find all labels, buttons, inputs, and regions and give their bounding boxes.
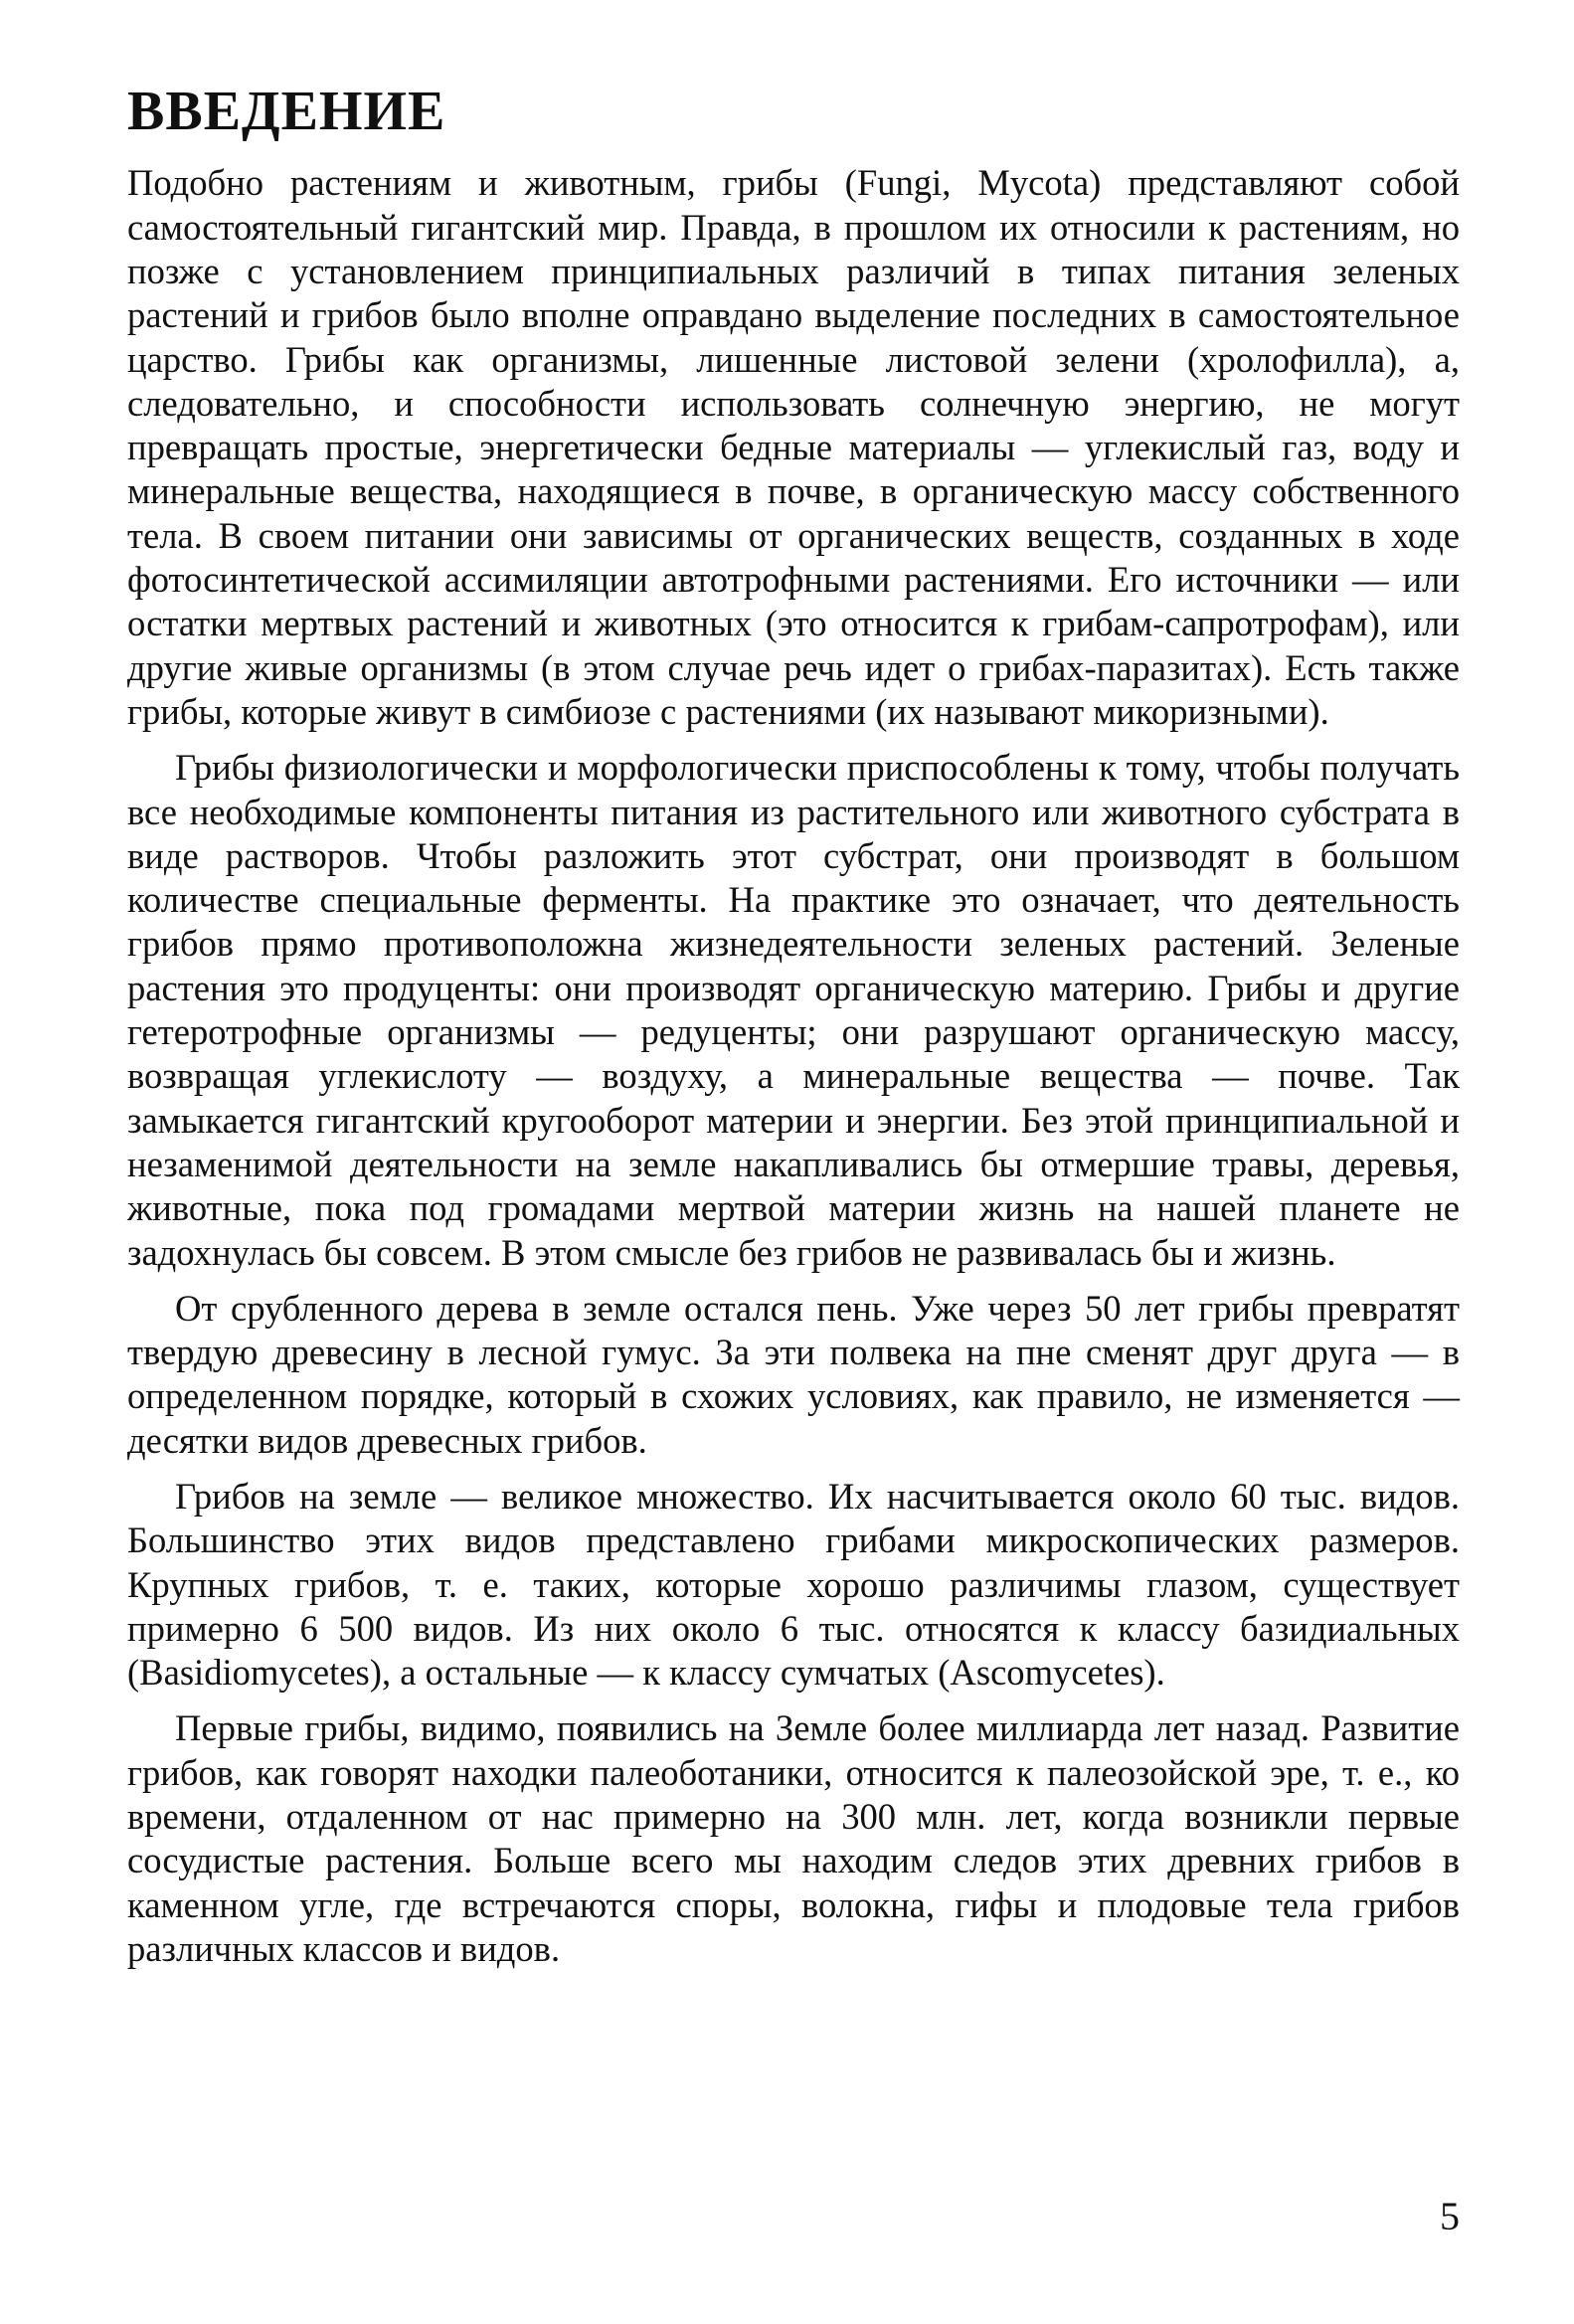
paragraph-2: Грибы физиологически и морфологически приспособлены к тому, чтобы получать все необходимые компоненты питания из растительного или животного субстрата в виде растворов. Чтобы разложить этот субстрат, они производят в большом количестве специальные ферменты. На практике это означает, что деятельность грибов прямо противоположна жизнедеятельности зеленых растений. Зеленые растения это продуценты: они производят органическую материю. Грибы и другие гетеротрофные организмы — редуценты; они разрушают органическую массу, возвращая углекислоту — воздуху, а минеральные вещества — почве. Так замыкается гигантский кругооборот материи и энергии. Без этой принципиальной и незаменимой деятельности на земле накапливались бы отмершие травы, деревья, животные, пока под громадами мертвой материи жизнь на нашей планете не задохнулась бы совсем. В этом смысле без грибов не развивалась бы и жизнь. bbox=[127, 747, 1460, 1273]
page-title: ВВЕДЕНИЕ bbox=[127, 81, 446, 142]
body-text bbox=[127, 161, 1460, 1971]
paragraph-3: От срубленного дерева в земле остался пень. Уже через 50 лет грибы превратят твердую древесину в лесной гумус. За эти полвека на пне сменят друг друга — в определенном порядке, который в схожих условиях, как правило, не изменяется — десятки видов древесных грибов. bbox=[127, 1287, 1460, 1461]
paragraph-1: Подобно растениям и животным, грибы (Fungi, Mycota) представляют собой самостоятельный гигантский мир. Правда, в прошлом их относили к растениям, но позже с установлением принципиальных различий в типах питания зеленых растений и грибов было вполне оправдано выделение последних в самостоятельное царство. Грибы как организмы, лишенные листовой зелени (хролофилла), а, следовательно, и способности использовать солнечную энергию, не могут превращать простые, энергетически бедные материалы — углекислый газ, воду и минеральные вещества, находящиеся в почве, в органическую массу собственного тела. В своем питании они зависимы от органических веществ, созданных в ходе фотосинтетической ассимиляции автотрофными растениями. Его источники — или остатки мертвых растений и животных (это относится к грибам-сапротрофам), или другие живые организмы (в этом случае речь идет о грибах-паразитах). Есть также грибы, которые живут в симбиозе с растениями (их называют микоризными). bbox=[127, 162, 1460, 732]
page-number: 5 bbox=[1440, 2194, 1460, 2238]
paragraph-4: Грибов на земле — великое множество. Их насчитывается около 60 тыс. видов. Большинство этих видов представлено грибами микроскопических размеров. Крупных грибов, т. е. таких, которые хорошо различимы глазом, существует примерно 6 500 видов. Из них около 6 тыс. относятся к классу базидиальных (Basidiomycetes), а остальные — к классу сумчатых (Ascomycetes). bbox=[127, 1476, 1460, 1694]
document-page bbox=[127, 80, 1460, 1983]
paragraph-5: Первые грибы, видимо, появились на Земле более миллиарда лет назад. Развитие грибов, как говорят находки палеоботаники, относится к палеозойской эре, т. е., ко времени, отдаленном от нас примерно на 300 млн. лет, когда возникли первые сосудистые растения. Больше всего мы находим следов этих древних грибов в каменном угле, где встречаются споры, волокна, гифы и плодовые тела грибов различных классов и видов. bbox=[127, 1707, 1460, 1969]
